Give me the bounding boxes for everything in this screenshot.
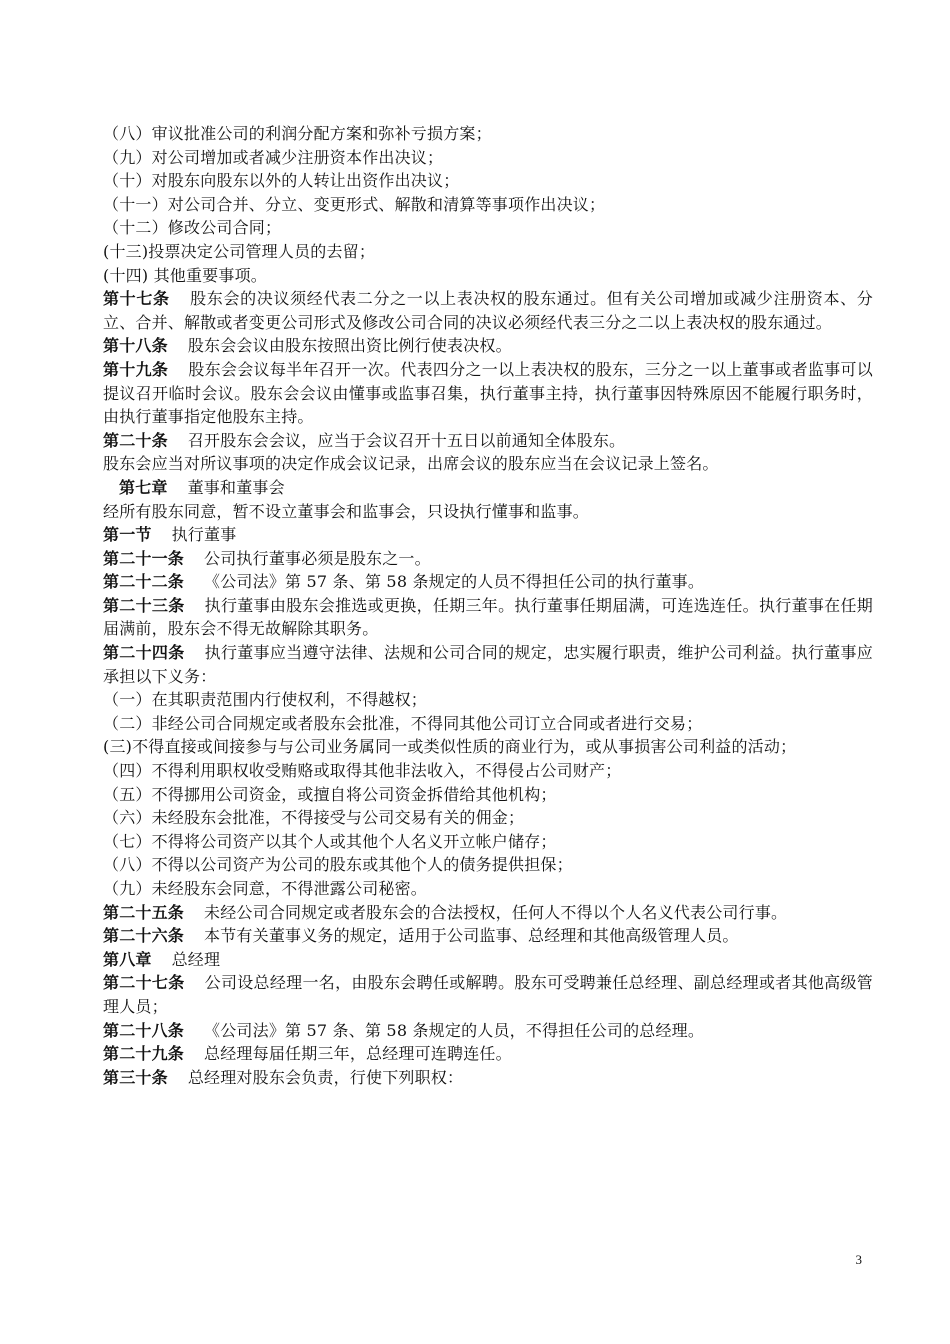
text-paragraph xyxy=(103,264,873,288)
article-paragraph xyxy=(103,924,873,948)
paragraph-text: （十）对股东向股东以外的人转让出资作出决议； xyxy=(103,171,460,191)
paragraph-text: 未经公司合同规定或者股东会的合法授权，任何人不得以个人名义代表公司行事。 xyxy=(204,902,788,922)
paragraph-text: 总经理对股东会负责，行使下列职权： xyxy=(187,1067,464,1087)
article-paragraph xyxy=(103,901,873,925)
article-paragraph xyxy=(103,1019,873,1043)
article-label: 第二十四条 xyxy=(103,643,185,663)
paragraph-text: （六）未经股东会批准，不得接受与公司交易有关的佣金； xyxy=(103,808,525,828)
article-label: 第三十条 xyxy=(103,1067,168,1087)
paragraph-text: （八）审议批准公司的利润分配方案和弥补亏损方案； xyxy=(103,124,492,143)
article-label: 第七章 xyxy=(119,477,168,497)
article-paragraph xyxy=(103,570,873,594)
text-paragraph xyxy=(103,783,873,807)
text-paragraph xyxy=(103,806,873,830)
text-paragraph xyxy=(103,830,873,854)
text-paragraph xyxy=(103,877,873,901)
paragraph-text: 执行董事由股东会推选或更换，任期三年。执行董事任期届满，可连选连任。执行董事在任期届满前，股东会不得无故解除其职务。 xyxy=(103,595,873,639)
paragraph-text: 股东会的决议须经代表二分之一以上表决权的股东通过。但有关公司增加或减少注册资本、分立、合并、解散或者变更公司形式及修改公司合同的决议必须经代表三分之二以上表决权的股东通过。 xyxy=(103,289,873,332)
article-paragraph xyxy=(103,358,873,429)
text-paragraph xyxy=(103,500,873,524)
paragraph-text: 公司设总经理一名，由股东会聘任或解聘。股东可受聘兼任总经理、副总经理或者其他高级管理人员； xyxy=(103,973,873,1016)
text-paragraph xyxy=(103,688,873,712)
article-label: 第二十五条 xyxy=(103,902,185,922)
article-label: 第十七条 xyxy=(103,289,170,309)
article-label: 第二十八条 xyxy=(103,1020,185,1040)
paragraph-text: （一）在其职责范围内行使权利，不得越权； xyxy=(103,690,428,710)
text-paragraph xyxy=(103,735,873,759)
text-paragraph xyxy=(103,216,873,240)
paragraph-text: (十三)投票决定公司管理人员的去留； xyxy=(103,241,376,261)
paragraph-text: (三)不得直接或间接参与与公司业务属同一或类似性质的商业行为，或从事损害公司利益的活动； xyxy=(103,737,797,757)
paragraph-text: 股东会会议由股东按照出资比例行使表决权。 xyxy=(187,336,512,356)
article-paragraph xyxy=(103,948,873,972)
paragraph-text: （九）未经股东会同意，不得泄露公司秘密。 xyxy=(103,879,428,898)
article-label: 第十九条 xyxy=(103,359,169,379)
text-paragraph xyxy=(103,240,873,264)
page-number: 3 xyxy=(855,1252,862,1267)
article-paragraph xyxy=(103,1066,873,1090)
article-label: 第二十一条 xyxy=(103,548,185,568)
article-paragraph xyxy=(103,476,873,500)
article-label: 第二十六条 xyxy=(103,926,185,946)
paragraph-text: 总经理 xyxy=(171,949,221,969)
paragraph-text: 经所有股东同意，暂不设立董事会和监事会，只设执行懂事和监事。 xyxy=(103,501,590,521)
paragraph-text: （五）不得挪用公司资金，或擅自将公司资金拆借给其他机构； xyxy=(103,784,557,804)
paragraph-text: 执行董事应当遵守法律、法规和公司合同的规定，忠实履行职责，维护公司利益。执行董事应承担以下义务： xyxy=(103,643,873,686)
text-paragraph xyxy=(103,193,873,217)
paragraph-text: 公司执行董事必须是股东之一。 xyxy=(204,548,431,568)
article-paragraph xyxy=(103,523,873,547)
article-paragraph xyxy=(103,334,873,358)
text-paragraph xyxy=(103,146,873,170)
article-label: 第二十三条 xyxy=(103,595,185,615)
article-paragraph xyxy=(103,641,873,688)
text-paragraph xyxy=(103,853,873,877)
paragraph-text: （七）不得将公司资产以其个人或其他个人名义开立帐户储存； xyxy=(103,831,557,851)
article-label: 第二十条 xyxy=(103,430,168,450)
paragraph-text: （二）非经公司合同规定或者股东会批准，不得同其他公司订立合同或者进行交易； xyxy=(103,713,703,733)
article-label: 第一节 xyxy=(103,525,152,545)
paragraph-text: 股东会会议每半年召开一次。代表四分之一以上表决权的股东，三分之一以上董事或者监事可以提议召开临时会议。股东会会议由懂事或监事召集，执行董事主持，执行董事因特殊原因不能履行职务时，由执行董事指定他股东主持。 xyxy=(103,359,873,427)
paragraph-text: （八）不得以公司资产为公司的股东或其他个人的债务提供担保； xyxy=(103,855,573,875)
paragraph-text: 董事和董事会 xyxy=(187,477,285,497)
paragraph-text: （九）对公司增加或者减少注册资本作出决议； xyxy=(103,147,444,167)
paragraph-text: 股东会应当对所议事项的决定作成会议记录，出席会议的股东应当在会议记录上签名。 xyxy=(103,454,719,474)
article-paragraph xyxy=(103,1042,873,1066)
article-paragraph xyxy=(103,971,873,1018)
paragraph-text: 《公司法》第 57 条、第 58 条规定的人员不得担任公司的执行董事。 xyxy=(204,572,705,592)
article-paragraph xyxy=(103,429,873,453)
document-body xyxy=(103,122,873,1089)
paragraph-text: （十二）修改公司合同； xyxy=(103,218,282,238)
paragraph-text: (十四) 其他重要事项。 xyxy=(103,265,267,285)
paragraph-text: （十一）对公司合并、分立、变更形式、解散和清算等事项作出决议； xyxy=(103,194,606,214)
paragraph-text: （四）不得利用职权收受贿赂或取得其他非法收入，不得侵占公司财产； xyxy=(103,761,622,781)
article-label: 第二十七条 xyxy=(103,973,185,993)
paragraph-text: 本节有关董事义务的规定，适用于公司监事、总经理和其他高级管理人员。 xyxy=(204,926,739,946)
text-paragraph xyxy=(103,169,873,193)
text-paragraph xyxy=(103,452,873,476)
article-label: 第二十二条 xyxy=(103,572,185,592)
text-paragraph xyxy=(103,122,873,146)
paragraph-text: 执行董事 xyxy=(171,525,237,545)
paragraph-text: 总经理每届任期三年，总经理可连聘连任。 xyxy=(204,1044,512,1064)
paragraph-text: 召开股东会会议，应当于会议召开十五日以前通知全体股东。 xyxy=(187,430,626,450)
paragraph-text: 《公司法》第 57 条、第 58 条规定的人员，不得担任公司的总经理。 xyxy=(204,1020,705,1040)
article-paragraph xyxy=(103,594,873,641)
article-label: 第八章 xyxy=(103,949,152,969)
text-paragraph xyxy=(103,712,873,736)
article-paragraph xyxy=(103,287,873,334)
article-paragraph xyxy=(103,547,873,571)
text-paragraph xyxy=(103,759,873,783)
article-label: 第二十九条 xyxy=(103,1044,185,1064)
article-label: 第十八条 xyxy=(103,336,168,356)
